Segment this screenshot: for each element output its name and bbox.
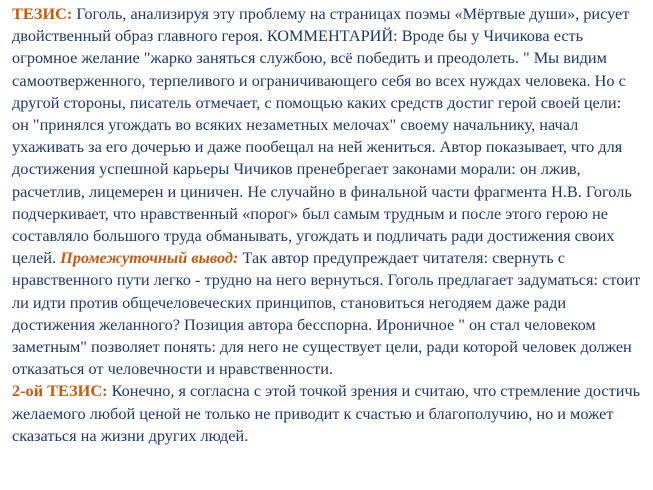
interim-conclusion-text: Так автор предупреждает читателя: свернуть с нравственного пути легко - трудно на него вернуться. Гоголь предлагает задуматься: стоит ли идти против общечеловеческих принципов, становиться негодяем даже ради достижения желанного? Позиция автора бесспорна. Ироничное " он стал человеком заметным" позволяет понять: для него не существует цели, ради которой человек должен отказаться от человечности и нравственности. — [12, 248, 641, 379]
interim-conclusion-label: Промежуточный вывод: — [60, 248, 239, 268]
second-thesis-text: Конечно, я согласна с этой точкой зрения и считаю, что стремление достичь желаемого любой ценой не только не приводит к счастью и благополучию, но и может сказаться на жизни других людей. — [12, 381, 641, 445]
paragraph-thesis-2 — [12, 380, 641, 447]
thesis-label: ТЕЗИС: — [12, 4, 73, 23]
paragraph-thesis-1 — [12, 3, 641, 380]
second-thesis-colon: : — [102, 381, 108, 401]
second-thesis-label: 2-ой ТЕЗИС — [12, 381, 103, 401]
thesis-text: Гоголь, анализируя эту проблему на страницах поэмы «Мёртвые души», рисует двойственный образ главного героя. КОММЕНТАРИЙ: Вроде бы у Чичикова есть огромное желание "жарко заняться службою, всё победить и преодолеть. " Мы видим самоотверженного, терпеливого и ограничивающего себя во всех нуждах человека. Но с другой стороны, писатель отмечает, с помощью каких средств достиг герой своей цели: он "принялся угождать во всяких незаметных мелочах" своему начальнику, начал ухаживать за его дочерью и даже пообещал на ней жениться. Автор показывает, что для достижения успешной карьеры Чичиков пренебрегает законами морали: он лжив, расчетлив, лицемерен и циничен. Не случайно в финальной части фрагмента Н.В. Гоголь подчеркивает, что нравственный «порог» был самым трудным и после этого герою не составляло большого труда обманывать, угождать и подличать ради достижения своих целей. — [12, 4, 632, 268]
